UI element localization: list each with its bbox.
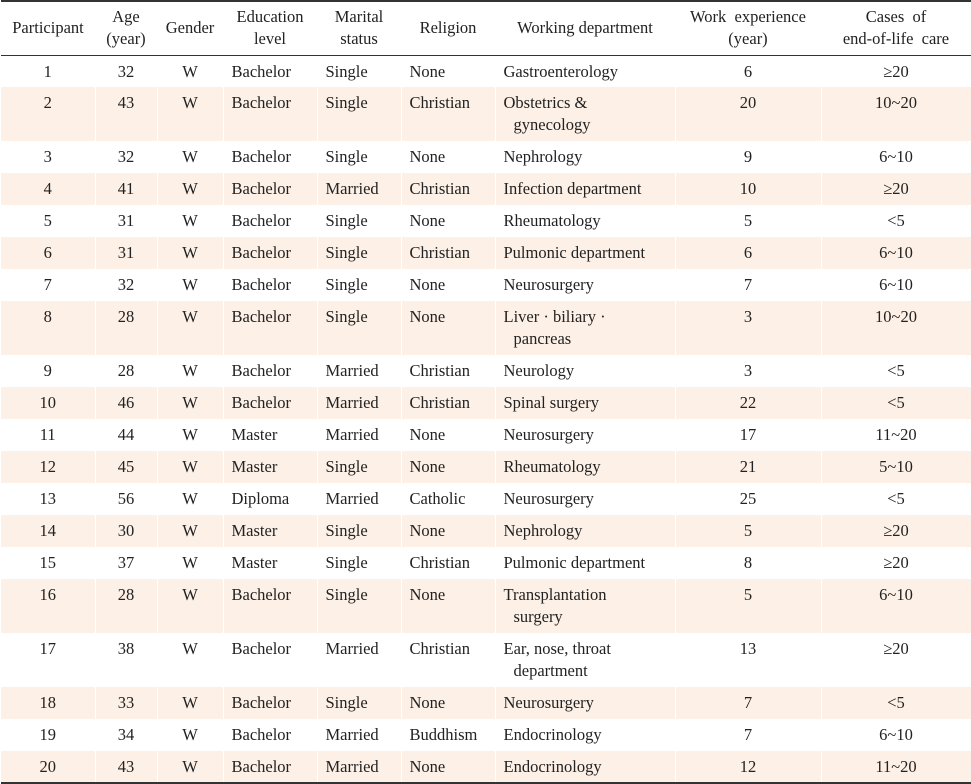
cell-education: Bachelor xyxy=(223,579,317,633)
department-line: Neurosurgery xyxy=(503,425,594,444)
table-row xyxy=(1,141,971,173)
cell-experience: 17 xyxy=(675,419,821,451)
cell-religion: None xyxy=(401,687,495,719)
department-line: Rheumatology xyxy=(503,457,601,476)
cell-age: 37 xyxy=(95,547,157,579)
department-line: Obstetrics & xyxy=(503,93,588,112)
cell-department xyxy=(495,205,675,237)
department-line: Nephrology xyxy=(503,521,583,540)
cell-participant: 2 xyxy=(1,87,95,141)
cell-cases: 6~10 xyxy=(821,237,971,269)
cell-gender: W xyxy=(157,451,223,483)
cell-age: 46 xyxy=(95,387,157,419)
cell-education: Master xyxy=(223,419,317,451)
cell-cases: <5 xyxy=(821,355,971,387)
department-line: Neurosurgery xyxy=(503,489,594,508)
cell-experience: 10 xyxy=(675,173,821,205)
cell-age: 38 xyxy=(95,633,157,687)
cell-gender: W xyxy=(157,687,223,719)
table-row xyxy=(1,751,971,783)
cell-education: Bachelor xyxy=(223,269,317,301)
cell-marital: Single xyxy=(317,579,401,633)
cell-gender: W xyxy=(157,547,223,579)
cell-religion: None xyxy=(401,55,495,87)
cell-participant: 19 xyxy=(1,719,95,751)
cell-department xyxy=(495,719,675,751)
cell-education: Bachelor xyxy=(223,87,317,141)
cell-department xyxy=(495,687,675,719)
cell-marital: Married xyxy=(317,719,401,751)
cell-gender: W xyxy=(157,205,223,237)
cell-gender: W xyxy=(157,269,223,301)
department-line: Spinal surgery xyxy=(503,393,599,412)
table-row xyxy=(1,269,971,301)
cell-marital: Single xyxy=(317,269,401,301)
cell-department xyxy=(495,633,675,687)
cell-marital: Married xyxy=(317,633,401,687)
cell-marital: Single xyxy=(317,687,401,719)
cell-participant: 5 xyxy=(1,205,95,237)
cell-marital: Single xyxy=(317,55,401,87)
cell-gender: W xyxy=(157,141,223,173)
department-line: Rheumatology xyxy=(503,211,601,230)
cell-age: 41 xyxy=(95,173,157,205)
cell-religion: Christian xyxy=(401,237,495,269)
cell-gender: W xyxy=(157,633,223,687)
cell-religion: None xyxy=(401,579,495,633)
cell-gender: W xyxy=(157,55,223,87)
cell-marital: Married xyxy=(317,751,401,783)
cell-gender: W xyxy=(157,515,223,547)
cell-cases: ≥20 xyxy=(821,547,971,579)
cell-gender: W xyxy=(157,173,223,205)
cell-gender: W xyxy=(157,719,223,751)
cell-participant: 14 xyxy=(1,515,95,547)
cell-education: Bachelor xyxy=(223,719,317,751)
cell-experience: 13 xyxy=(675,633,821,687)
cell-age: 28 xyxy=(95,579,157,633)
cell-experience: 9 xyxy=(675,141,821,173)
department-line: Ear, nose, throat xyxy=(503,639,611,658)
cell-religion: None xyxy=(401,269,495,301)
header-marital: Marital status xyxy=(317,1,401,55)
cell-cases: ≥20 xyxy=(821,515,971,547)
cell-age: 56 xyxy=(95,483,157,515)
cell-age: 43 xyxy=(95,87,157,141)
cell-education: Diploma xyxy=(223,483,317,515)
cell-religion: None xyxy=(401,751,495,783)
cell-participant: 15 xyxy=(1,547,95,579)
cell-marital: Married xyxy=(317,387,401,419)
cell-age: 33 xyxy=(95,687,157,719)
cell-religion: None xyxy=(401,141,495,173)
department-line: Nephrology xyxy=(503,147,583,166)
cell-age: 32 xyxy=(95,55,157,87)
cell-cases: 6~10 xyxy=(821,579,971,633)
cell-religion: Christian xyxy=(401,633,495,687)
cell-marital: Married xyxy=(317,483,401,515)
cell-experience: 7 xyxy=(675,719,821,751)
cell-cases: 6~10 xyxy=(821,141,971,173)
cell-department xyxy=(495,547,675,579)
cell-experience: 7 xyxy=(675,687,821,719)
cell-participant: 16 xyxy=(1,579,95,633)
cell-religion: Christian xyxy=(401,173,495,205)
table-row xyxy=(1,687,971,719)
participants-table xyxy=(1,0,971,784)
cell-experience: 3 xyxy=(675,355,821,387)
department-line: Gastroenterology xyxy=(503,61,619,81)
cell-experience: 6 xyxy=(675,55,821,87)
cell-participant: 1 xyxy=(1,55,95,87)
table-row xyxy=(1,515,971,547)
cell-marital: Married xyxy=(317,419,401,451)
cell-gender: W xyxy=(157,301,223,355)
cell-experience: 20 xyxy=(675,87,821,141)
cell-department xyxy=(495,451,675,483)
header-cases: Cases of end-of-life care xyxy=(821,1,971,55)
cell-cases: <5 xyxy=(821,387,971,419)
cell-religion: None xyxy=(401,419,495,451)
cell-age: 30 xyxy=(95,515,157,547)
cell-religion: Christian xyxy=(401,355,495,387)
header-experience: Work experience (year) xyxy=(675,1,821,55)
cell-department xyxy=(495,751,675,783)
cell-age: 32 xyxy=(95,141,157,173)
cell-experience: 8 xyxy=(675,547,821,579)
cell-religion: Christian xyxy=(401,387,495,419)
cell-experience: 21 xyxy=(675,451,821,483)
cell-gender: W xyxy=(157,579,223,633)
cell-marital: Single xyxy=(317,301,401,355)
cell-cases: 10~20 xyxy=(821,301,971,355)
department-line: Neurosurgery xyxy=(503,275,594,294)
cell-cases: 6~10 xyxy=(821,719,971,751)
department-line: pancreas xyxy=(513,329,572,348)
cell-religion: None xyxy=(401,451,495,483)
header-religion: Religion xyxy=(401,1,495,55)
cell-experience: 25 xyxy=(675,483,821,515)
cell-education: Bachelor xyxy=(223,751,317,783)
cell-religion: None xyxy=(401,301,495,355)
cell-education: Master xyxy=(223,451,317,483)
cell-participant: 17 xyxy=(1,633,95,687)
table-body xyxy=(1,55,971,783)
department-line: Transplantation xyxy=(503,585,607,604)
table-row xyxy=(1,301,971,355)
cell-age: 44 xyxy=(95,419,157,451)
cell-participant: 4 xyxy=(1,173,95,205)
cell-experience: 22 xyxy=(675,387,821,419)
cell-religion: None xyxy=(401,205,495,237)
department-line: Infection department xyxy=(503,179,642,198)
cell-experience: 6 xyxy=(675,237,821,269)
table-row xyxy=(1,387,971,419)
cell-religion: None xyxy=(401,515,495,547)
department-line: Endocrinology xyxy=(503,725,602,744)
cell-participant: 7 xyxy=(1,269,95,301)
cell-cases: ≥20 xyxy=(821,633,971,687)
cell-department xyxy=(495,87,675,141)
cell-marital: Single xyxy=(317,547,401,579)
cell-age: 45 xyxy=(95,451,157,483)
table-row xyxy=(1,173,971,205)
cell-gender: W xyxy=(157,483,223,515)
cell-education: Master xyxy=(223,515,317,547)
cell-participant: 13 xyxy=(1,483,95,515)
cell-education: Bachelor xyxy=(223,173,317,205)
department-line: Pulmonic department xyxy=(503,243,646,262)
cell-experience: 3 xyxy=(675,301,821,355)
department-line: Liver · biliary · xyxy=(503,307,606,326)
cell-religion: Buddhism xyxy=(401,719,495,751)
cell-participant: 3 xyxy=(1,141,95,173)
cell-religion: Catholic xyxy=(401,483,495,515)
department-line: Neurosurgery xyxy=(503,693,594,712)
cell-participant: 12 xyxy=(1,451,95,483)
cell-education: Master xyxy=(223,547,317,579)
table-row xyxy=(1,355,971,387)
cell-participant: 8 xyxy=(1,301,95,355)
cell-education: Bachelor xyxy=(223,205,317,237)
header-participant: Participant xyxy=(1,1,95,55)
cell-participant: 9 xyxy=(1,355,95,387)
cell-education: Bachelor xyxy=(223,687,317,719)
header-age: Age (year) xyxy=(95,1,157,55)
cell-cases: <5 xyxy=(821,483,971,515)
cell-experience: 5 xyxy=(675,579,821,633)
cell-marital: Single xyxy=(317,515,401,547)
cell-participant: 18 xyxy=(1,687,95,719)
cell-department xyxy=(495,483,675,515)
cell-marital: Single xyxy=(317,141,401,173)
cell-department xyxy=(495,173,675,205)
cell-religion: Christian xyxy=(401,547,495,579)
cell-age: 34 xyxy=(95,719,157,751)
cell-marital: Married xyxy=(317,355,401,387)
header-department: Working department xyxy=(495,1,675,55)
cell-marital: Single xyxy=(317,451,401,483)
cell-cases: <5 xyxy=(821,687,971,719)
cell-department xyxy=(495,515,675,547)
cell-gender: W xyxy=(157,355,223,387)
header-education: Education level xyxy=(223,1,317,55)
cell-participant: 10 xyxy=(1,387,95,419)
department-line: Neurology xyxy=(503,361,575,380)
table-row xyxy=(1,483,971,515)
cell-education: Bachelor xyxy=(223,55,317,87)
cell-marital: Single xyxy=(317,205,401,237)
department-line: Pulmonic department xyxy=(503,553,646,572)
cell-experience: 7 xyxy=(675,269,821,301)
cell-marital: Single xyxy=(317,87,401,141)
table-row xyxy=(1,237,971,269)
cell-cases: <5 xyxy=(821,205,971,237)
cell-department xyxy=(495,301,675,355)
cell-gender: W xyxy=(157,237,223,269)
cell-experience: 12 xyxy=(675,751,821,783)
cell-age: 28 xyxy=(95,301,157,355)
cell-cases: ≥20 xyxy=(821,173,971,205)
cell-cases: ≥20 xyxy=(821,55,971,87)
cell-participant: 6 xyxy=(1,237,95,269)
cell-education: Bachelor xyxy=(223,301,317,355)
cell-department xyxy=(495,237,675,269)
department-line: department xyxy=(513,661,588,680)
department-line: gynecology xyxy=(513,115,591,134)
cell-cases: 5~10 xyxy=(821,451,971,483)
cell-cases: 6~10 xyxy=(821,269,971,301)
table-row xyxy=(1,87,971,141)
table-row xyxy=(1,205,971,237)
cell-age: 43 xyxy=(95,751,157,783)
cell-age: 28 xyxy=(95,355,157,387)
header-row xyxy=(1,1,971,55)
table-row xyxy=(1,419,971,451)
cell-gender: W xyxy=(157,87,223,141)
cell-cases: 11~20 xyxy=(821,419,971,451)
cell-education: Bachelor xyxy=(223,237,317,269)
table-row xyxy=(1,547,971,579)
header-gender: Gender xyxy=(157,1,223,55)
cell-department xyxy=(495,55,675,87)
cell-gender: W xyxy=(157,387,223,419)
department-line: Endocrinology xyxy=(503,757,602,776)
cell-participant: 20 xyxy=(1,751,95,783)
cell-gender: W xyxy=(157,751,223,783)
cell-age: 31 xyxy=(95,237,157,269)
cell-education: Bachelor xyxy=(223,355,317,387)
cell-department xyxy=(495,141,675,173)
cell-department xyxy=(495,269,675,301)
department-line: surgery xyxy=(513,607,563,626)
cell-gender: W xyxy=(157,419,223,451)
cell-marital: Married xyxy=(317,173,401,205)
table-row xyxy=(1,451,971,483)
cell-participant: 11 xyxy=(1,419,95,451)
cell-cases: 10~20 xyxy=(821,87,971,141)
cell-department xyxy=(495,579,675,633)
cell-age: 32 xyxy=(95,269,157,301)
cell-department xyxy=(495,387,675,419)
cell-religion: Christian xyxy=(401,87,495,141)
cell-department xyxy=(495,355,675,387)
cell-cases: 11~20 xyxy=(821,751,971,783)
table-row xyxy=(1,55,971,87)
cell-experience: 5 xyxy=(675,205,821,237)
cell-education: Bachelor xyxy=(223,387,317,419)
cell-experience: 5 xyxy=(675,515,821,547)
table-row xyxy=(1,719,971,751)
cell-department xyxy=(495,419,675,451)
cell-age: 31 xyxy=(95,205,157,237)
cell-education: Bachelor xyxy=(223,141,317,173)
cell-marital: Single xyxy=(317,237,401,269)
cell-education: Bachelor xyxy=(223,633,317,687)
table-row xyxy=(1,633,971,687)
table-row xyxy=(1,579,971,633)
